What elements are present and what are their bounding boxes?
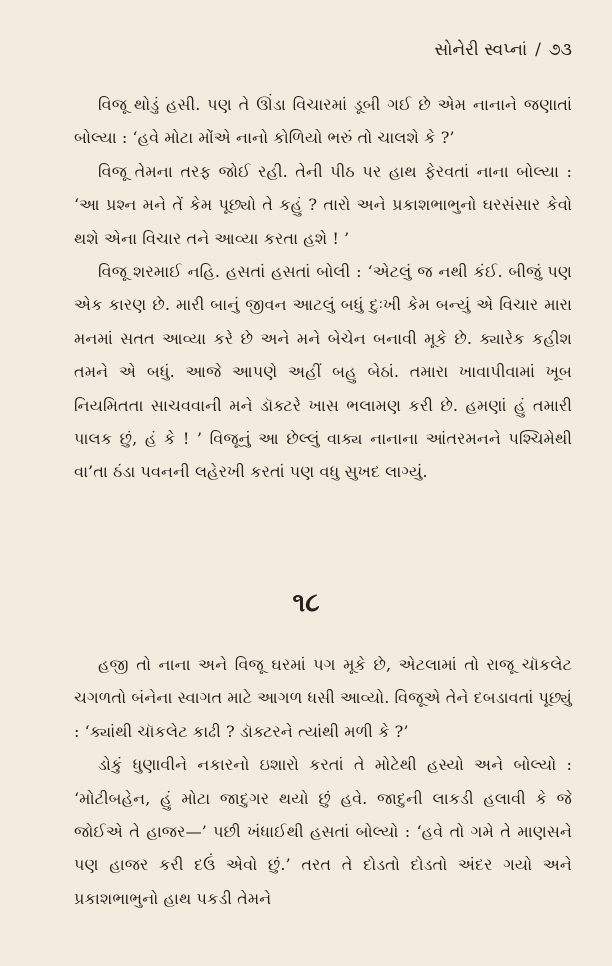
body-text bbox=[74, 88, 572, 489]
chapter-text bbox=[74, 648, 572, 915]
chapter-number: ૧૮ bbox=[292, 588, 320, 618]
paragraph: હજી તો નાના અને વિજૂ ઘરમાં પગ મૂકે છે, એટલામાં તો રાજૂ ચૉકલેટ ચગળતો બંનેના સ્વાગત માટે આગળ ધસી આવ્યો. વિજૂએ તેને દબડાવતાં પૂછ્યું : ‘ક્યાંથી ચૉકલેટ કાઢી ? ડૉક્ટરને ત્યાંથી મળી કે ?’ bbox=[74, 655, 572, 741]
paragraph: વિજૂ શરમાઈ નહિ. હસતાં હસતાં બોલી : ‘એટલું જ નથી કંઈ. બીજું પણ એક કારણ છે. મારી બાનું જીવન આટલું બધું દુઃખી કેમ બન્યું એ વિચાર મારા મનમાં સતત આવ્યા કરે છે અને મને બેચેન બનાવી મૂકે છે. ક્યારેક કહીશ તમને એ બધું. આજે આપણે અહીં બહુ બેઠાં. તમારા ખાવાપીવામાં ખૂબ નિયમિતતા સાચવવાની મને ડૉક્ટરે ખાસ ભલામણ કરી છે. હમણાં હું તમારી પાલક છું, હં કે ! ’ વિજૂનું આ છેલ્લું વાક્ય નાનાના આંતરમનને પશ્ચિમેથી વા’તા ઠંડા પવનની લહેરખી કરતાં પણ વધુ સુખદ લાગ્યું. bbox=[74, 262, 572, 482]
paragraph: વિજૂ તેમના તરફ જોઈ રહી. તેની પીઠ પર હાથ ફેરવતાં નાના બોલ્યા : ‘આ પ્રશ્ન મને તેં કેમ પૂછ્યો તે કહું ? તારો અને પ્રકાશભાભુનો ઘરસંસાર કેવો થશે એના વિચાર તને આવ્યા કરતા હશે ! ’ bbox=[74, 161, 572, 248]
paragraph: વિજૂ થોડું હસી. પણ તે ઊંડા વિચારમાં ડૂબી ગઈ છે એમ નાનાને જણાતાં બોલ્યા : ‘હવે મોટા મોંએ નાનો કોળિયો ભરું તો ચાલશે કે ?’ bbox=[74, 95, 572, 148]
running-head-title: સોનેરી સ્વપ્નાં bbox=[434, 40, 528, 60]
paragraph: ડોકું ધુણાવીને નકારનો ઇશારો કરતાં તે મોટેથી હસ્યો અને બોલ્યો : ‘મોટીબહેન, હું મોટા જાદુગર થયો છું હવે. જાદુની લાકડી હલાવી કે જે જોઈએ તે હાજર—’ પછી ખંધાઈથી હસતાં બોલ્યો : ‘હવે તો ગમે તે માણસને પણ હાજર કરી દઉં એવો છું.’ તરત તે દોડતો દોડતો અંદર ગયો અને પ્રકાશભાભુનો હાથ પકડી તેમને bbox=[74, 755, 572, 908]
running-head bbox=[434, 40, 572, 60]
page-number: ૭૩ bbox=[548, 40, 572, 60]
running-head-separator: / bbox=[535, 40, 541, 60]
